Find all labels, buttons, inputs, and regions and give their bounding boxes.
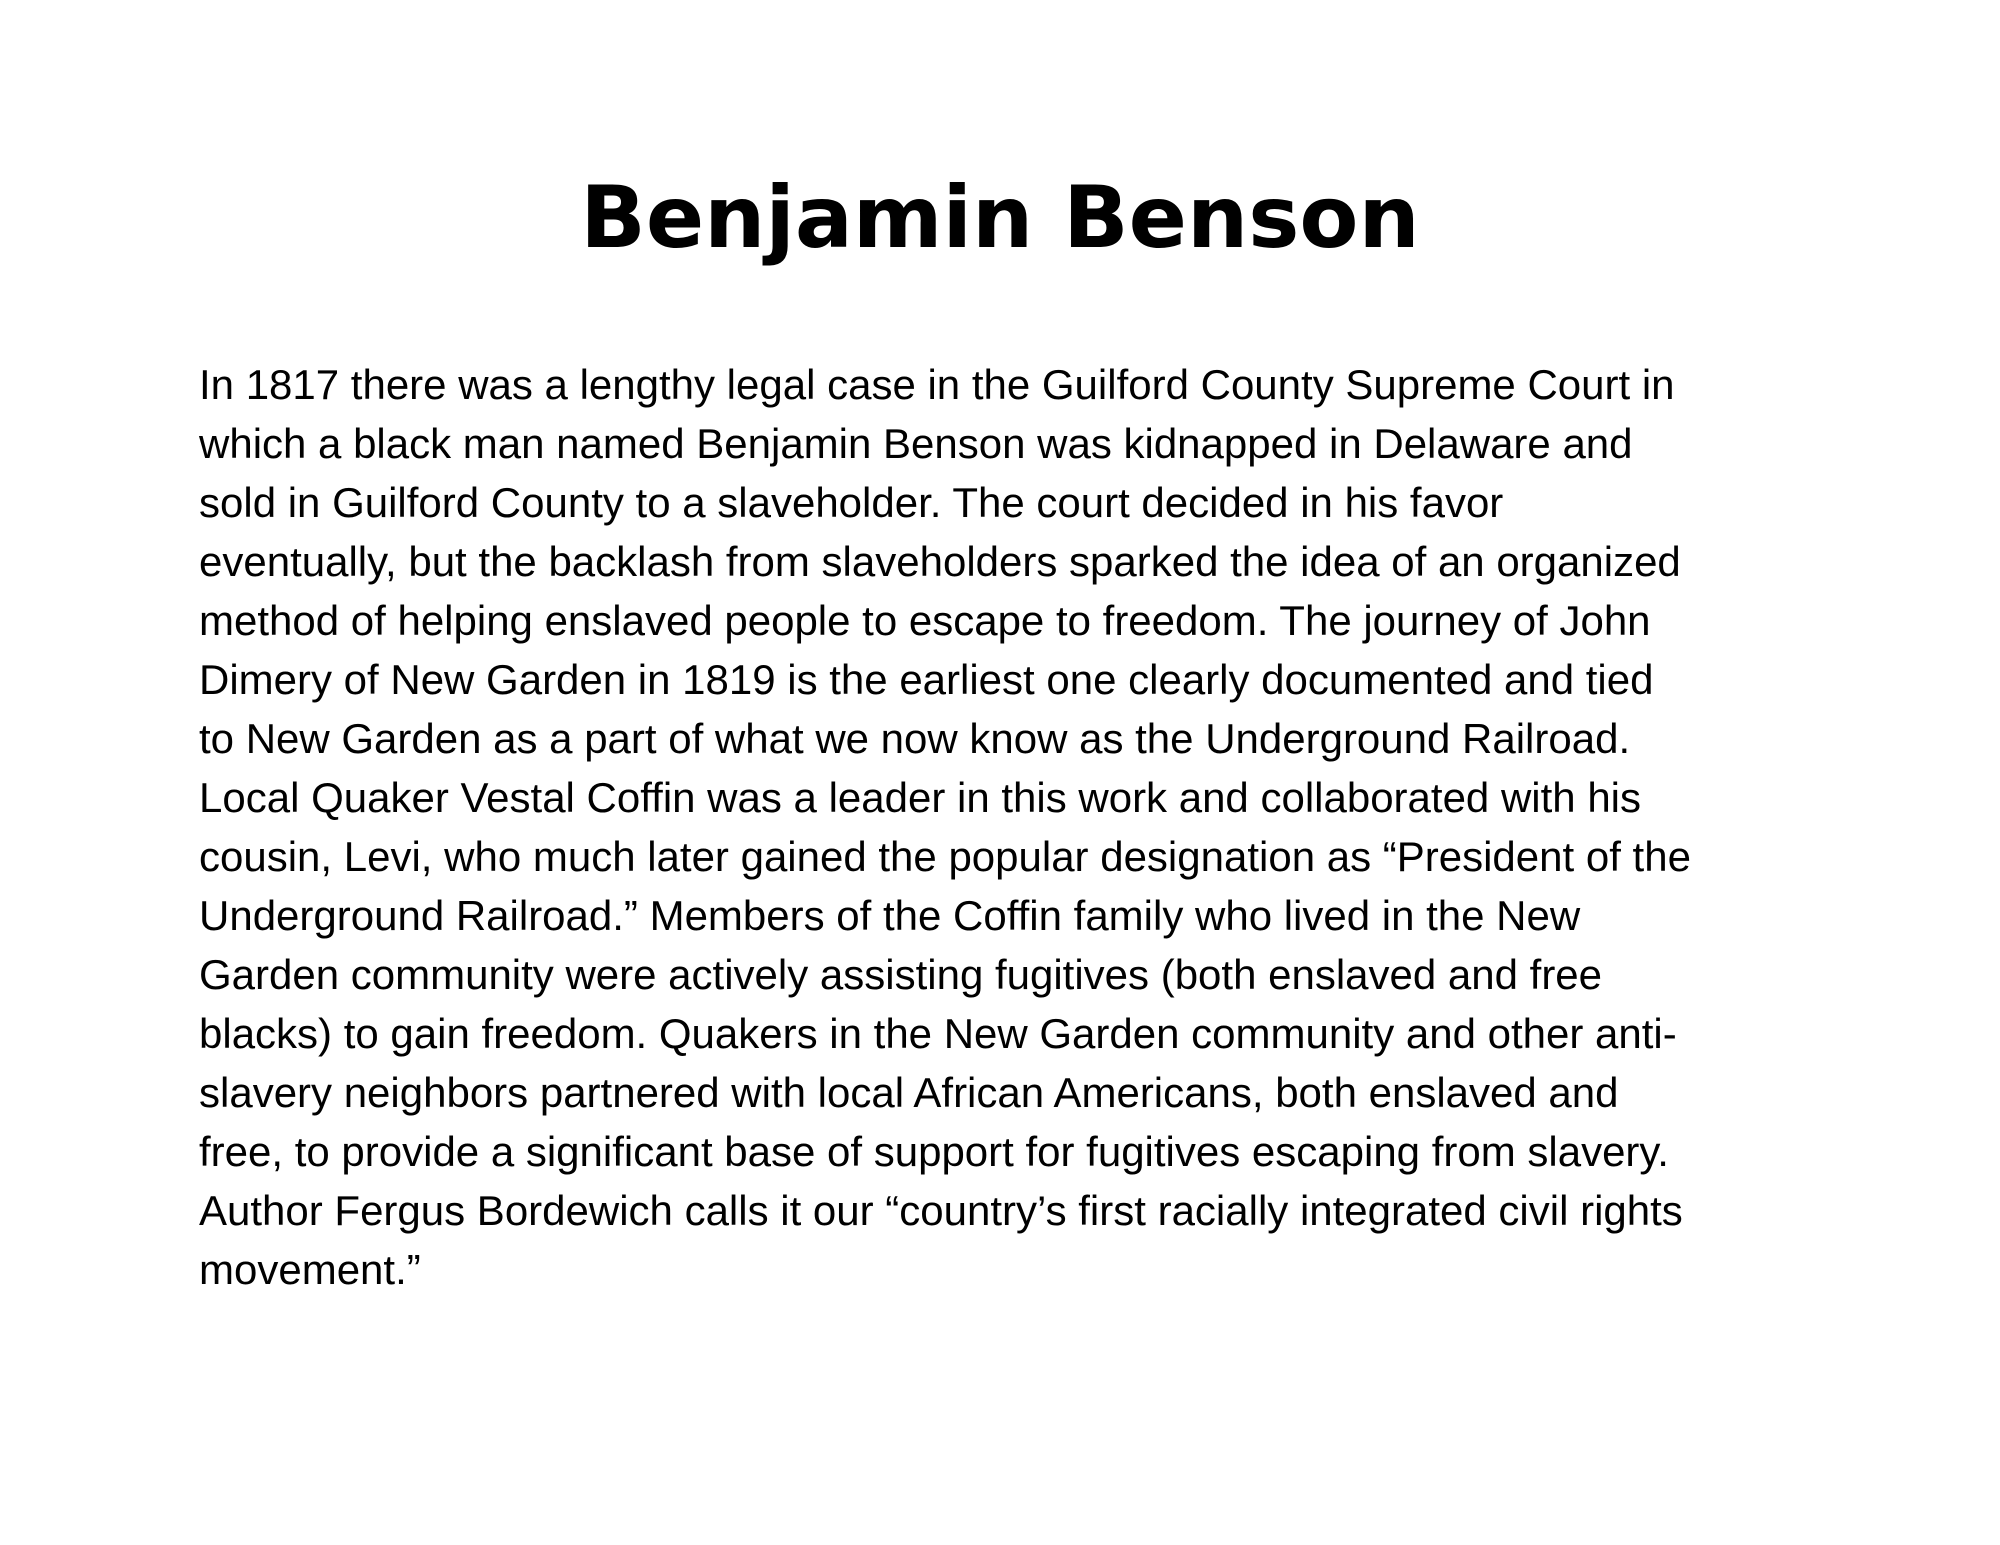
paragraph-line: which a black man named Benjamin Benson was kidnapped in Delaware and <box>199 420 1633 467</box>
paragraph-line: In 1817 there was a lengthy legal case in the Guilford County Supreme Court in <box>199 361 1675 408</box>
page-title: Benjamin Benson <box>580 168 1420 268</box>
paragraph-line: Dimery of New Garden in 1819 is the earliest one clearly documented and tied <box>199 656 1654 703</box>
paragraph-line: blacks) to gain freedom. Quakers in the New Garden community and other anti- <box>199 1010 1677 1057</box>
body-paragraph <box>199 355 1839 1299</box>
paragraph-line: eventually, but the backlash from slaveholders sparked the idea of an organized <box>199 538 1681 585</box>
paragraph-line: cousin, Levi, who much later gained the popular designation as “President of the <box>199 833 1691 880</box>
paragraph-line: slavery neighbors partnered with local African Americans, both enslaved and <box>199 1069 1619 1116</box>
paragraph-line: sold in Guilford County to a slaveholder. The court decided in his favor <box>199 479 1504 526</box>
paragraph-line: free, to provide a significant base of support for fugitives escaping from slavery. <box>199 1128 1669 1175</box>
paragraph-line: movement.” <box>199 1246 421 1293</box>
paragraph-line: Local Quaker Vestal Coffin was a leader in this work and collaborated with his <box>199 774 1642 821</box>
paragraph-line: Author Fergus Bordewich calls it our “country’s first racially integrated civil rights <box>199 1187 1683 1234</box>
paragraph-line: method of helping enslaved people to escape to freedom. The journey of John <box>199 597 1651 644</box>
paragraph-line: to New Garden as a part of what we now know as the Underground Railroad. <box>199 715 1631 762</box>
paragraph-line: Garden community were actively assisting fugitives (both enslaved and free <box>199 951 1603 998</box>
paragraph-line: Underground Railroad.” Members of the Coffin family who lived in the New <box>199 892 1581 939</box>
